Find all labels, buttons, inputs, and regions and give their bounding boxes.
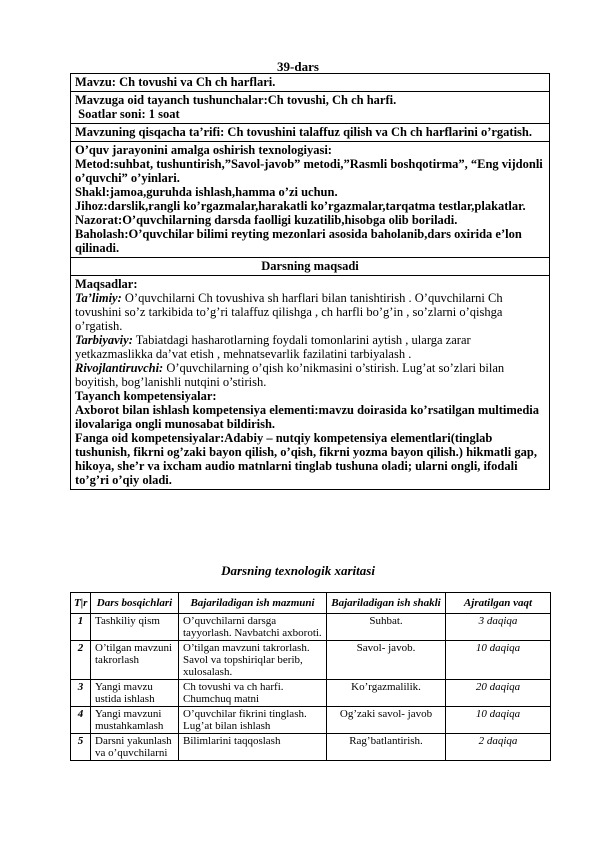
row-content: Ch tovushi va ch harfi. Chumchuq matni — [179, 680, 327, 707]
row-time: 10 daqiqa — [446, 641, 551, 680]
row-time: 2 daqiqa — [446, 734, 551, 761]
competence-subject: Fanga oid kompetensiyalar:Adabiy – nutqiy kompetensiya elementlari(tinglab tushunish, fikrni og’zaki bayon qilish, o’qish, fikrni yozma bayon qilish.) hikmatli gap, hikoya, she’r va ixcham audio matnlarni tinglab tushuna oladi; ularni ongli, ifodali to’g’ri o’qiy oladi. — [75, 431, 537, 487]
header-time: Ajratilgan vaqt — [446, 593, 551, 614]
basic-concepts-row — [71, 92, 549, 124]
upbringing-label: Tarbiyaviy: — [75, 333, 133, 347]
table-row — [71, 734, 551, 761]
competence-heading: Tayanch kompetensiyalar: — [75, 389, 217, 403]
row-time: 20 daqiqa — [446, 680, 551, 707]
row-form: Og’zaki savol- javob — [327, 707, 446, 734]
row-number: 4 — [71, 707, 91, 734]
row-stage: Darsni yakunlash va o’quvchilarni — [91, 734, 179, 761]
technology-heading: O’quv jarayonini amalga oshirish texnologiyasi: — [75, 143, 332, 157]
row-content: O’quvchilarni darsga tayyorlash. Navbatchi axboroti. — [179, 614, 327, 641]
topic-row: Mavzu: Ch tovushi va Ch ch harflari. — [71, 74, 549, 92]
row-form: Ko’rgazmalilik. — [327, 680, 446, 707]
row-content: O’tilgan mavzuni takrorlash. Savol va topshiriqlar berib, xulosalash. — [179, 641, 327, 680]
lesson-info-table — [70, 73, 550, 490]
developing-label: Rivojlantiruvchi: — [75, 361, 164, 375]
hours-line: Soatlar soni: 1 soat — [75, 107, 180, 121]
goals-row — [71, 276, 549, 489]
table-row — [71, 614, 551, 641]
row-form: Rag’batlantirish. — [327, 734, 446, 761]
row-number: 1 — [71, 614, 91, 641]
technology-row — [71, 142, 549, 258]
row-number: 5 — [71, 734, 91, 761]
row-form: Savol- javob. — [327, 641, 446, 680]
equipment-line: Jihoz:darslik,rangli ko’rgazmalar,harakatli ko’rgazmalar,tarqatma testlar,plakatlar. — [75, 199, 526, 213]
row-form: Suhbat. — [327, 614, 446, 641]
description-row: Mavzuning qisqacha ta’rifi: Ch tovushini talaffuz qilish va Ch ch harflarini o’rgatish. — [71, 124, 549, 142]
upbringing-goal — [75, 333, 545, 361]
assessment-line: Baholash:O’quvchilar bilimi reyting mezonlari asosida baholanib,dars oxirida e’lon qilinadi. — [75, 227, 522, 255]
header-content: Bajariladigan ish mazmuni — [179, 593, 327, 614]
developing-goal — [75, 361, 545, 389]
row-content: Bilimlarini taqqoslash — [179, 734, 327, 761]
row-stage: Tashkiliy qism — [91, 614, 179, 641]
educational-label: Ta’limiy: — [75, 291, 122, 305]
competence-info: Axborot bilan ishlash kompetensiya elementi:mavzu doirasida ko’rsatilgan multimedia ilovalariga ongli munosabat bildirish. — [75, 403, 540, 431]
developing-text: O’quvchilarning o’qish ko’nikmasini o’stirish. Lug’at so’zlari bilan boyitish, bog’lanishli nutqini o’stirish. — [75, 361, 505, 389]
row-time: 10 daqiqa — [446, 707, 551, 734]
page-title: 39-dars — [277, 59, 319, 74]
control-line: Nazorat:O’quvchilarning darsda faolligi kuzatilib,hisobga olib boriladi. — [75, 213, 458, 227]
table-header-row — [71, 593, 551, 614]
row-time: 3 daqiqa — [446, 614, 551, 641]
goals-heading: Maqsadlar: — [75, 277, 138, 291]
method-line: Metod:suhbat, tushuntirish,”Savol-javob” metodi,”Rasmli boshqotirma”, “Eng vijdonli o’quvchi” o’yinlari. — [75, 157, 543, 185]
table-row — [71, 641, 551, 680]
header-stage: Dars bosqichlari — [91, 593, 179, 614]
header-number: T|r — [71, 593, 91, 614]
row-stage: O’tilgan mavzuni takrorlash — [91, 641, 179, 680]
form-line: Shakl:jamoa,guruhda ishlash,hamma o’zi uchun. — [75, 185, 338, 199]
basic-concepts-line: Mavzuga oid tayanch tushunchalar:Ch tovushi, Ch ch harfi. — [75, 93, 397, 107]
row-number: 2 — [71, 641, 91, 680]
table-row — [71, 680, 551, 707]
tech-map-title: Darsning texnologik xaritasi — [221, 563, 375, 578]
row-stage: Yangi mavzuni mustahkamlash — [91, 707, 179, 734]
upbringing-text: Tabiatdagi hasharotlarning foydali tomonlarini aytish , ularga zarar yetkazmaslikka da’vat etish , mehnatsevarlik fazilatini tarbiyalash . — [75, 333, 471, 361]
educational-goal — [75, 291, 545, 333]
goal-heading-row: Darsning maqsadi — [71, 258, 549, 276]
row-stage: Yangi mavzu ustida ishlash — [91, 680, 179, 707]
row-content: O’quvchilar fikrini tinglash. Lug’at bilan ishlash — [179, 707, 327, 734]
table-row — [71, 707, 551, 734]
row-number: 3 — [71, 680, 91, 707]
educational-text: O’quvchilarni Ch tovushiva sh harflari bilan tanishtirish . O’quvchilarni Ch tovushini so’z tarkibida to’g’ri talaffuz qilishga , ch harfli bo’g’in , so’zlarni o’qishga o’rgatish. — [75, 291, 503, 333]
lesson-plan-table — [70, 592, 551, 761]
header-form: Bajariladigan ish shakli — [327, 593, 446, 614]
